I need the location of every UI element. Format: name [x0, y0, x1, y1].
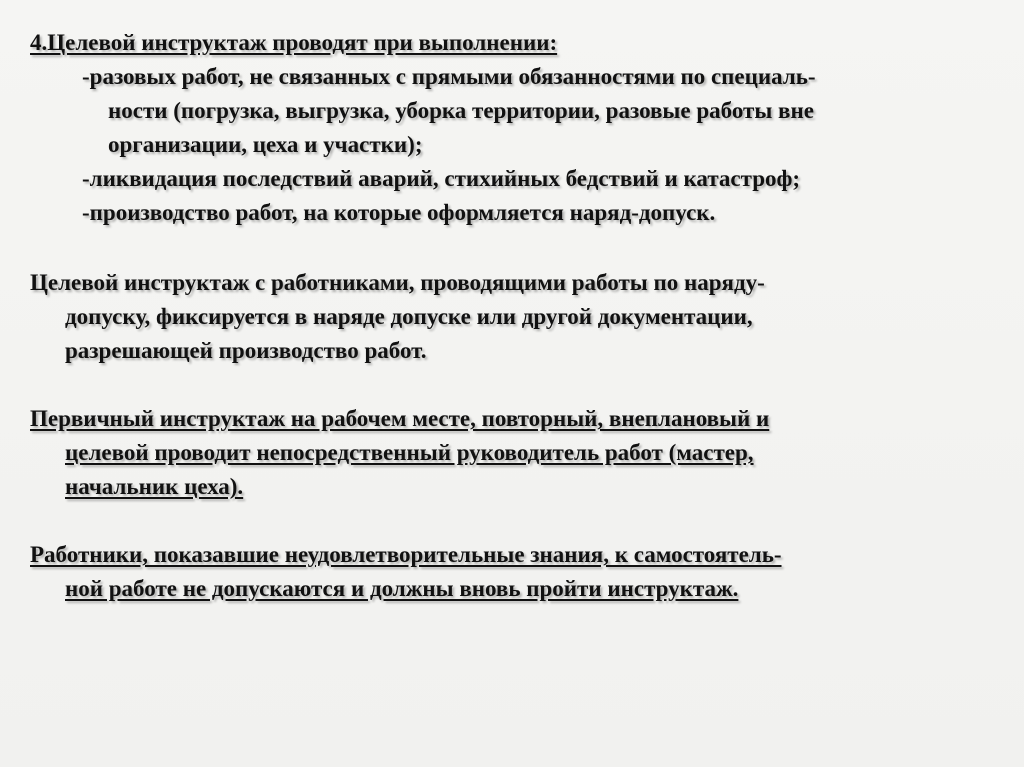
list-item-continuation: ности (погрузка, выгрузка, уборка территории, разовые работы вне: [108, 98, 814, 123]
paragraph-line: целевой проводит непосредственный руководитель работ (мастер,: [65, 440, 754, 465]
paragraph-line: допуску, фиксируется в наряде допуске или другой документации,: [65, 304, 753, 329]
list-item: -ликвидация последствий аварий, стихийных бедствий и катастроф;: [82, 166, 801, 191]
list-item: -производство работ, на которые оформляется наряд-допуск.: [82, 200, 716, 225]
paragraph-work-permit: [30, 266, 1005, 368]
paragraph-line: Целевой инструктаж с работниками, проводящими работы по наряду-: [30, 270, 765, 295]
paragraph-line: начальник цеха).: [65, 474, 244, 499]
paragraph-line: разрешающей производство работ.: [65, 338, 427, 363]
paragraph-line: Первичный инструктаж на рабочем месте, повторный, внеплановый и: [30, 406, 770, 431]
paragraph-line: Работники, показавшие неудовлетворительные знания, к самостоятель-: [30, 542, 782, 567]
paragraph-responsible-person: [30, 402, 1005, 504]
paragraph-line: ной работе не допускаются и должны вновь пройти инструктаж.: [65, 576, 739, 601]
section-target-briefing-cases: [30, 26, 1005, 230]
list-item-continuation: организации, цеха и участки);: [108, 132, 423, 157]
section-heading: 4.Целевой инструктаж проводят при выполнении:: [30, 30, 558, 55]
paragraph-unsatisfactory-knowledge: [30, 538, 1005, 606]
list-item: -разовых работ, не связанных с прямыми обязанностями по специаль-: [82, 64, 816, 89]
